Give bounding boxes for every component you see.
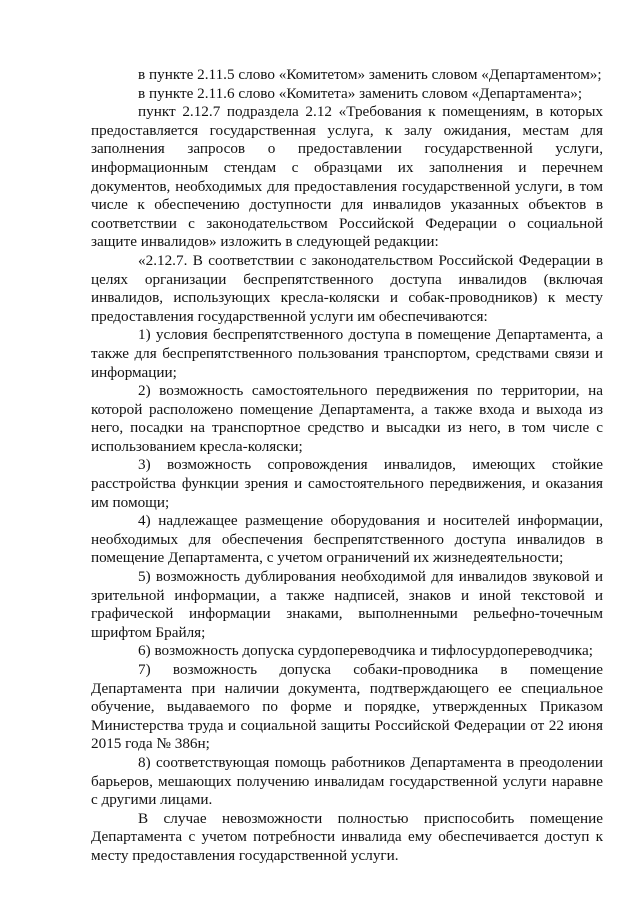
- list-item-3: 3) возможность сопровождения инвалидов, имеющих стойкие расстройства функции зрения и самостоятельного передвижения, и оказания им помощи;: [91, 456, 603, 511]
- list-item-6: 6) возможность допуска сурдопереводчика и тифлосурдопереводчика;: [138, 642, 593, 660]
- paragraph-amend-2-11-5: в пункте 2.11.5 слово «Комитетом» заменить словом «Департаментом»;: [138, 66, 602, 83]
- list-item-4: 4) надлежащее размещение оборудования и носителей информации, необходимых для обеспечения беспрепятственного доступа инвалидов в помещение Департамента, с учетом ограничений их жизнедеятельности;: [91, 512, 603, 567]
- closing-paragraph: В случае невозможности полностью приспособить помещение Департамента с учетом потребности инвалида ему обеспечивается доступ к месту предоставления государственной услуги.: [91, 809, 603, 864]
- document-body: [91, 66, 603, 866]
- list-item-5: 5) возможность дублирования необходимой для инвалидов звуковой и зрительной информации, а также надписей, знаков и иной текстовой и графической информации знаками, выполненными рельефно-точечным шрифтом Брайля;: [91, 568, 603, 641]
- list-item-1: 1) условия беспрепятственного доступа в помещение Департамента, а также для беспрепятственного пользования транспортом, средствами связи и информации;: [91, 326, 603, 381]
- paragraph-amend-2-11-6: в пункте 2.11.6 слово «Комитета» заменить словом «Департамента»;: [138, 84, 583, 102]
- paragraph-amend-2-12-7-intro: пункт 2.12.7 подраздела 2.12 «Требования к помещениям, в которых предоставляется государственная услуга, к залу ожидания, местам для заполнения запросов о предоставлении государственной услуги, информационным стендам с образцами их заполнения и перечнем документов, необходимых для предоставления государственной услуги, в том числе к обеспечению доступности для инвалидов указанных объектов в соответствии с законодательством Российской Федерации о социальной защите инвалидов» изложить в следующей редакции:: [91, 103, 603, 251]
- list-item-8: 8) соответствующая помощь работников Департамента в преодолении барьеров, мешающих получению инвалидам государственной услуги наравне с другими лицами.: [91, 753, 603, 809]
- list-item-2: 2) возможность самостоятельного передвижения по территории, на которой расположено помещение Департамента, а также входа и выхода из него, посадки на транспортное средство и высадки из него, в том числе с использованием кресла-коляски;: [91, 382, 603, 455]
- paragraph-2-12-7-text: «2.12.7. В соответствии с законодательством Российской Федерации в целях организации беспрепятственного доступа инвалидов (включая инвалидов, использующих кресла-коляски и собак-проводников) к месту предоставления государственной услуги им обеспечиваются:: [91, 251, 603, 325]
- list-item-7: 7) возможность допуска собаки-проводника в помещение Департамента при наличии документа, подтверждающего ее специальное обучение, выдаваемого по форме и порядке, утвержденных Приказом Министерства труда и социальной защиты Российской Федерации от 22 июня 2015 года № 386н;: [91, 661, 603, 753]
